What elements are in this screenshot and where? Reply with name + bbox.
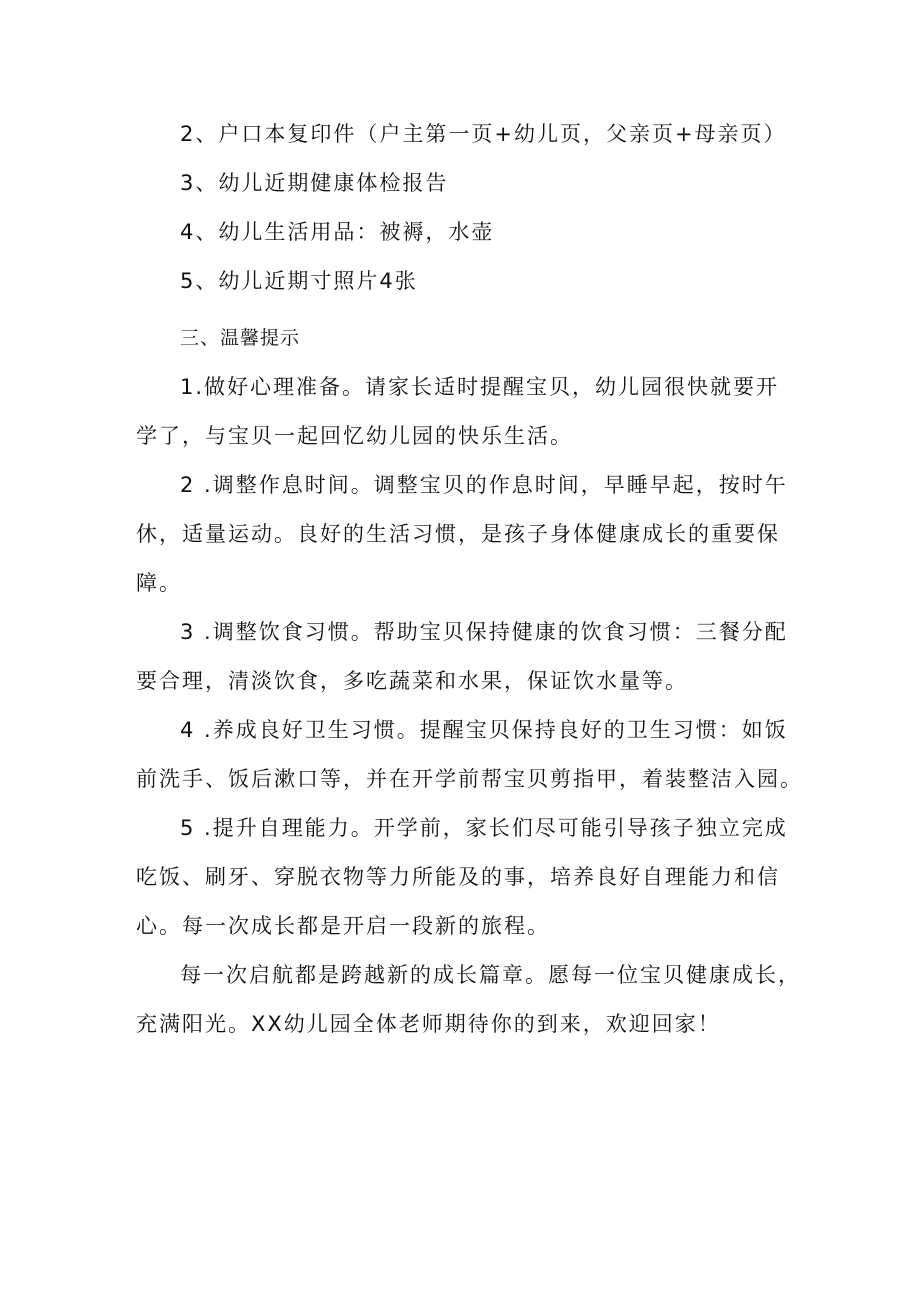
tip-paragraph-3 [136,608,796,706]
paragraph-line: 前洗手、饭后漱口等，并在开学前帮宝贝剪指甲，着装整洁入园。 [136,767,803,791]
list-item: 2、户口本复印件（户主第一页+幼儿页，父亲页+母亲页） [180,122,787,146]
closing-paragraph [136,951,801,1049]
tip-paragraph-2 [136,461,796,608]
paragraph-line: 充满阳光。XX幼儿园全体老师期待你的到来，欢迎回家！ [136,1012,721,1036]
paragraph-line: 1.做好心理准备。请家长适时提醒宝贝，幼儿园很快就要开 [180,375,780,399]
paragraph-line: 心。每一次成长都是开启一段新的旅程。 [136,914,550,938]
tip-paragraph-1 [136,363,796,461]
materials-list [136,110,796,306]
paragraph-line: 障。 [136,571,182,595]
list-item: 3、幼儿近期健康体检报告 [180,171,449,195]
paragraph-line: 4 .养成良好卫生习惯。提醒宝贝保持良好的卫生习惯：如饭 [180,718,788,742]
paragraph-line: 学了，与宝贝一起回忆幼儿园的快乐生活。 [136,424,573,448]
tip-paragraph-4 [136,706,803,804]
tip-paragraph-5 [136,804,796,951]
document-body [136,110,803,1049]
list-item: 4、幼儿生活用品：被褥，水壶 [180,220,495,244]
paragraph-line: 休，适量运动。良好的生活习惯，是孩子身体健康成长的重要保 [136,522,780,546]
paragraph-line: 每一次启航都是跨越新的成长篇章。愿每一位宝贝健康成长， [180,963,801,987]
paragraph-line: 3 .调整饮食习惯。帮助宝贝保持健康的饮食习惯：三餐分配 [180,620,788,644]
list-item: 5、幼儿近期寸照片4张 [180,269,418,293]
paragraph-line: 要合理，清淡饮食，多吃蔬菜和水果，保证饮水量等。 [136,669,688,693]
paragraph-line: 5 .提升自理能力。开学前，家长们尽可能引导孩子独立完成 [180,816,788,840]
paragraph-line: 2 .调整作息时间。调整宝贝的作息时间，早睡早起，按时午 [180,473,788,497]
section-heading: 三、温馨提示 [180,327,301,349]
paragraph-line: 吃饭、刷牙、穿脱衣物等力所能及的事，培养良好自理能力和信 [136,865,780,889]
